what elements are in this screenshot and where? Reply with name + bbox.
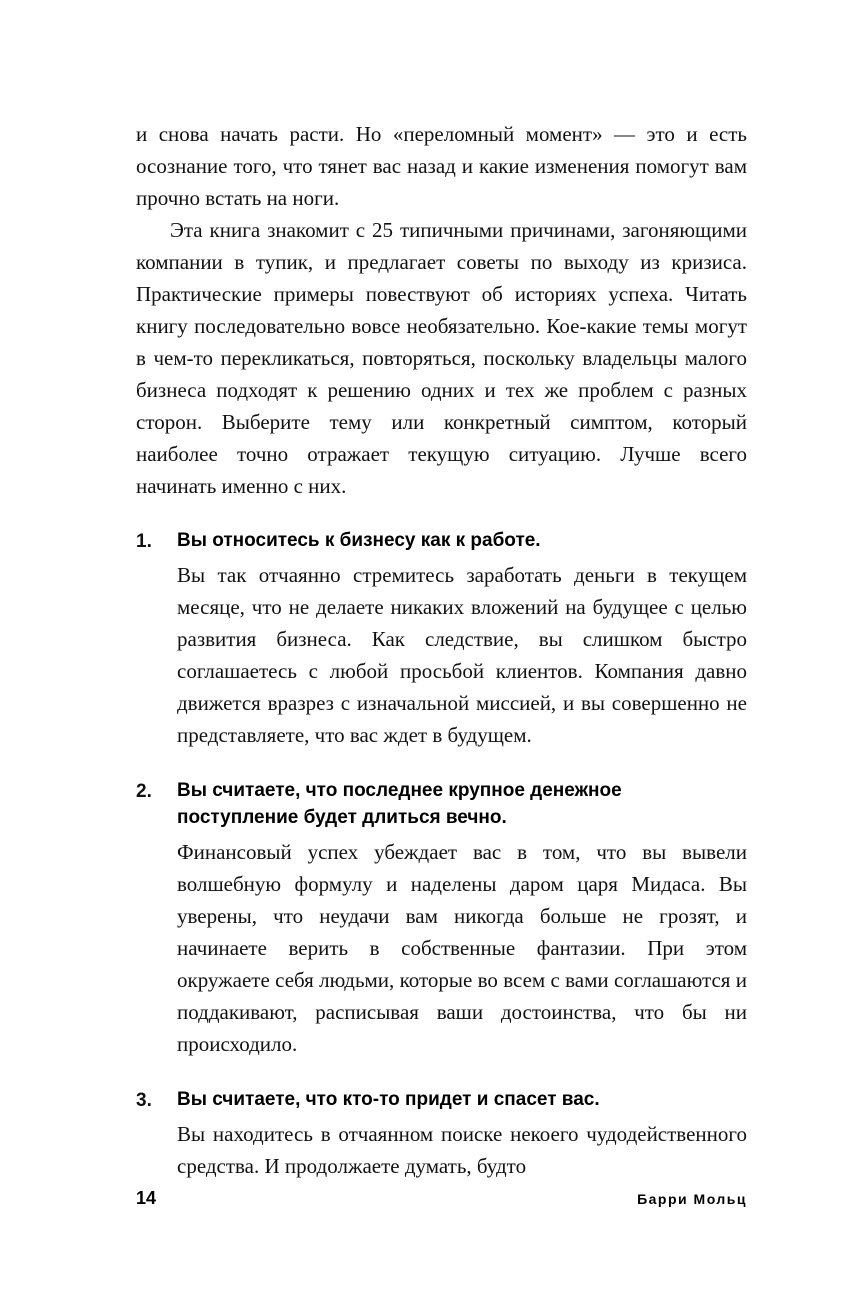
page-footer xyxy=(136,1188,747,1209)
list-item-heading: Вы считаете, что кто-то придет и спасет вас. xyxy=(177,1089,600,1110)
list-item-body: Финансовый успех убеждает вас в том, что вы вывели волшебную формулу и наделены даром царя Мидаса. Вы уверены, что неудачи вам никогда больше не грозят, и начинаете верить в собственные фантазии. При этом окружаете себя людьми, которые во всем с вами соглашаются и поддакивают, расписывая ваши достоинства, что бы ни происходило. xyxy=(177,840,747,1056)
numbered-list xyxy=(136,527,747,1182)
list-item xyxy=(136,1086,747,1182)
list-number: 1. xyxy=(136,531,152,552)
page-content xyxy=(136,118,747,1182)
list-item-body: Вы находитесь в отчаянном поиске некоего чудодейственного средства. И продолжаете думать, будто xyxy=(177,1122,747,1178)
page-number: 14 xyxy=(136,1188,157,1208)
body-paragraph: и снова начать расти. Но «переломный момент» — это и есть осознание того, что тянет вас назад и какие изменения помогут вам прочно встать на ноги. xyxy=(136,122,747,210)
list-item-heading: Вы относитесь к бизнесу как к работе. xyxy=(177,530,541,551)
list-item-content xyxy=(177,1086,747,1182)
list-number: 3. xyxy=(136,1090,152,1111)
running-footer-author: Барри Мольц xyxy=(637,1191,747,1207)
body-paragraph: Эта книга знакомит с 25 типичными причинами, загоняющими компании в тупик, и предлагает советы по выходу из кризиса. Практические примеры повествуют об историях успеха. Читать книгу последовательно вовсе необязательно. Кое-какие темы могут в чем-то перекликаться, повторяться, поскольку владельцы малого бизнеса подходят к решению одних и тех же проблем с разных сторон. Выберите тему или конкретный симптом, который наиболее точно отражает текущую ситуацию. Лучше всего начинать именно с них. xyxy=(136,218,747,498)
list-item-content xyxy=(177,777,747,1060)
list-number: 2. xyxy=(136,781,152,802)
list-item-body: Вы так отчаянно стремитесь заработать деньги в текущем месяце, что не делаете никаких вложений на будущее с целью развития бизнеса. Как следствие, вы слишком быстро соглашаетесь с любой просьбой клиентов. Компания давно движется вразрез с изначальной миссией, и вы совершенно не представляете, что вас ждет в будущем. xyxy=(177,563,747,747)
list-item-content xyxy=(177,527,747,751)
list-item xyxy=(136,527,747,751)
list-item-heading: Вы считаете, что последнее крупное денежное поступление будет длиться вечно. xyxy=(177,780,622,828)
list-item xyxy=(136,777,747,1060)
